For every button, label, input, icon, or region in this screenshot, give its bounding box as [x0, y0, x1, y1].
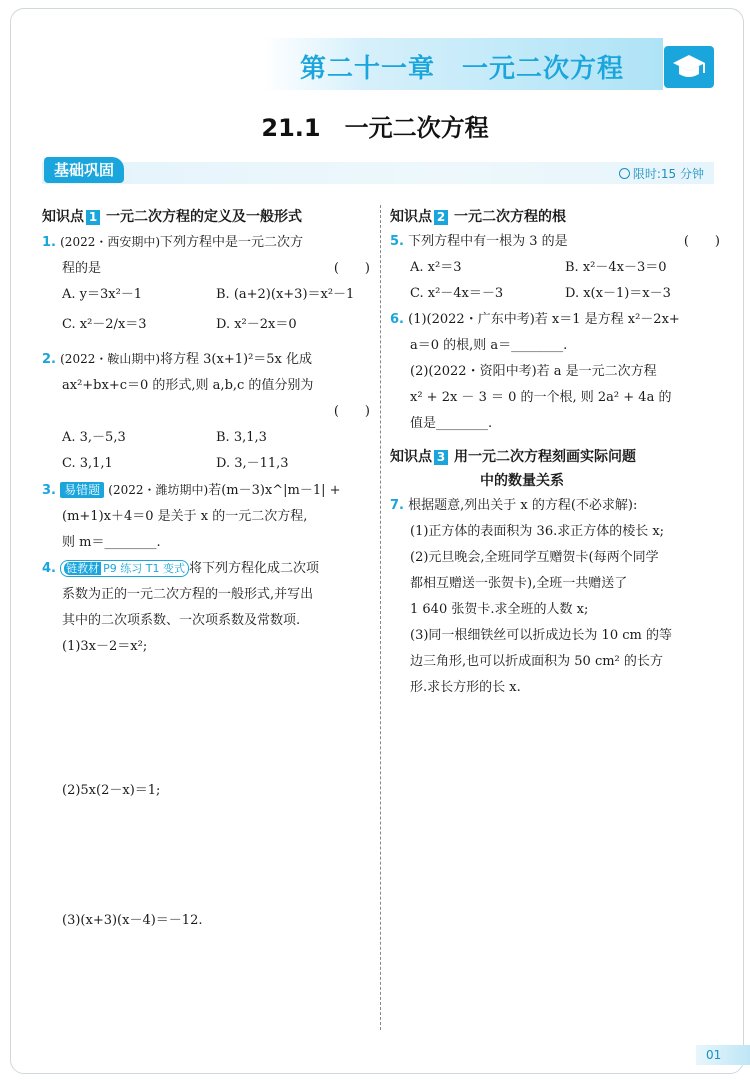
right-column: [390, 205, 720, 701]
option-b: B. x²－4x－3＝0: [565, 260, 667, 275]
chapter-icon-box: [664, 46, 714, 88]
option-a: A. y＝3x²－1: [62, 287, 143, 302]
kp-title: 一元二次方程的定义及一般形式: [106, 209, 302, 225]
option-b: B. (a+2)(x+3)＝x²－1: [216, 287, 355, 302]
option-b: B. 3,1,3: [216, 430, 267, 445]
clock-icon: [619, 168, 630, 179]
knowledge-point-3: 知识点 3 用一元二次方程刻画实际问题 中的数量关系: [390, 445, 720, 493]
question-3: 3. 易错题 (2022・潍坊期中)若(m－3)x^|m－1| + (m+1)x＋4＝0 是关于 x 的一元二次方程, 则 m＝________.: [42, 483, 341, 550]
left-column: [42, 205, 370, 934]
question-7: 7. 根据题意,列出关于 x 的方程(不必求解): (1)正方体的表面积为 36.求正方体的棱长 x; (2)元旦晚会,全班同学互赠贺卡(每两个同学 都相互赠送一张贺卡),全班一共赠送了 1 640 张贺卡.求全班的人数 x; (3)同一根细铁丝可以折成边长为 10 cm 的等 边三角形,也可以折成面积为 50 cm² 的长方 形.求长方形的长 x.: [390, 498, 672, 695]
graduation-cap-icon: [671, 52, 707, 82]
question-6: 6. (1)(2022・广东中考)若 x＝1 是方程 x²－2x+ a＝0 的根,则 a＝________. (2)(2022・资阳中考)若 a 是一元二次方程 x² + 2x － 3 ＝ 0 的一个根, 则 2a² + 4a 的 值是________.: [390, 312, 680, 431]
time-limit: [619, 165, 704, 182]
question-5: 5. 下列方程中有一根为 3 的是 ( ) A. x²＝3 B. x²－4x－3＝0 C. x²－4x＝－3 D. x(x－1)＝x－3: [390, 229, 720, 307]
column-divider: [380, 205, 381, 1030]
kp-number: 1: [86, 210, 100, 225]
question-1: 1. (2022・西安期中)下列方程中是一元二次方 程的是 ( ) A. y＝3x²－1 B. (a+2)(x+3)＝x²－1 C. x²－2/x＝3 D. x²－2x＝0: [42, 229, 370, 342]
option-d: D. x(x－1)＝x－3: [565, 286, 671, 301]
section-title: 21.1 一元二次方程: [261, 114, 489, 142]
option-a: A. 3,－5,3: [62, 430, 126, 445]
chapter-title: 第二十一章 一元二次方程: [300, 54, 625, 84]
kp-title-line2: 中的数量关系: [480, 473, 564, 489]
basic-tag: 基础巩固: [44, 157, 124, 183]
subquestion-3: (3)(x+3)(x－4)＝－12.: [62, 913, 203, 928]
kp-number: 3: [434, 450, 448, 465]
kp-number: 2: [434, 210, 448, 225]
option-d: D. x²－2x＝0: [216, 317, 297, 332]
option-d: D. 3,－11,3: [216, 456, 289, 471]
kp-title: 一元二次方程的根: [454, 209, 566, 225]
textbook-link-tag: 链教材 P9 练习 T1 变式: [60, 560, 189, 577]
option-c: C. x²－4x＝－3: [410, 286, 504, 301]
knowledge-point-1: 知识点 1 一元二次方程的定义及一般形式: [42, 209, 302, 225]
kp-title: 用一元二次方程刻画实际问题: [454, 449, 636, 465]
basic-bar: [42, 162, 714, 184]
knowledge-point-2: 知识点 2 一元二次方程的根: [390, 209, 566, 225]
subquestion-1: (1)3x－2＝x²;: [62, 639, 148, 654]
page-number: 01: [696, 1045, 750, 1065]
option-c: C. 3,1,1: [62, 456, 113, 471]
subquestion-2: (2)5x(2－x)＝1;: [62, 783, 161, 798]
error-prone-tag: 易错题: [60, 482, 104, 498]
option-a: A. x²＝3: [410, 260, 462, 275]
time-limit-text: 限时:15 分钟: [632, 167, 704, 181]
question-2: 2. (2022・鞍山期中)将方程 3(x+1)²＝5x 化成 ax²+bx+c＝0 的形式,则 a,b,c 的值分别为 ( ) A. 3,－5,3 B. 3,1,3 C. 3,1,1 D. 3,－11,3: [42, 346, 370, 477]
question-4: 4. 链教材 P9 练习 T1 变式 将下列方程化成二次项 系数为正的一元二次方程的一般形式,并写出 其中的二次项系数、一次项系数及常数项. (1)3x－2＝x²; (2)5x(2－x)＝1; (3)(x+3)(x－4)＝－12.: [42, 561, 319, 928]
option-c: C. x²－2/x＝3: [62, 317, 147, 332]
